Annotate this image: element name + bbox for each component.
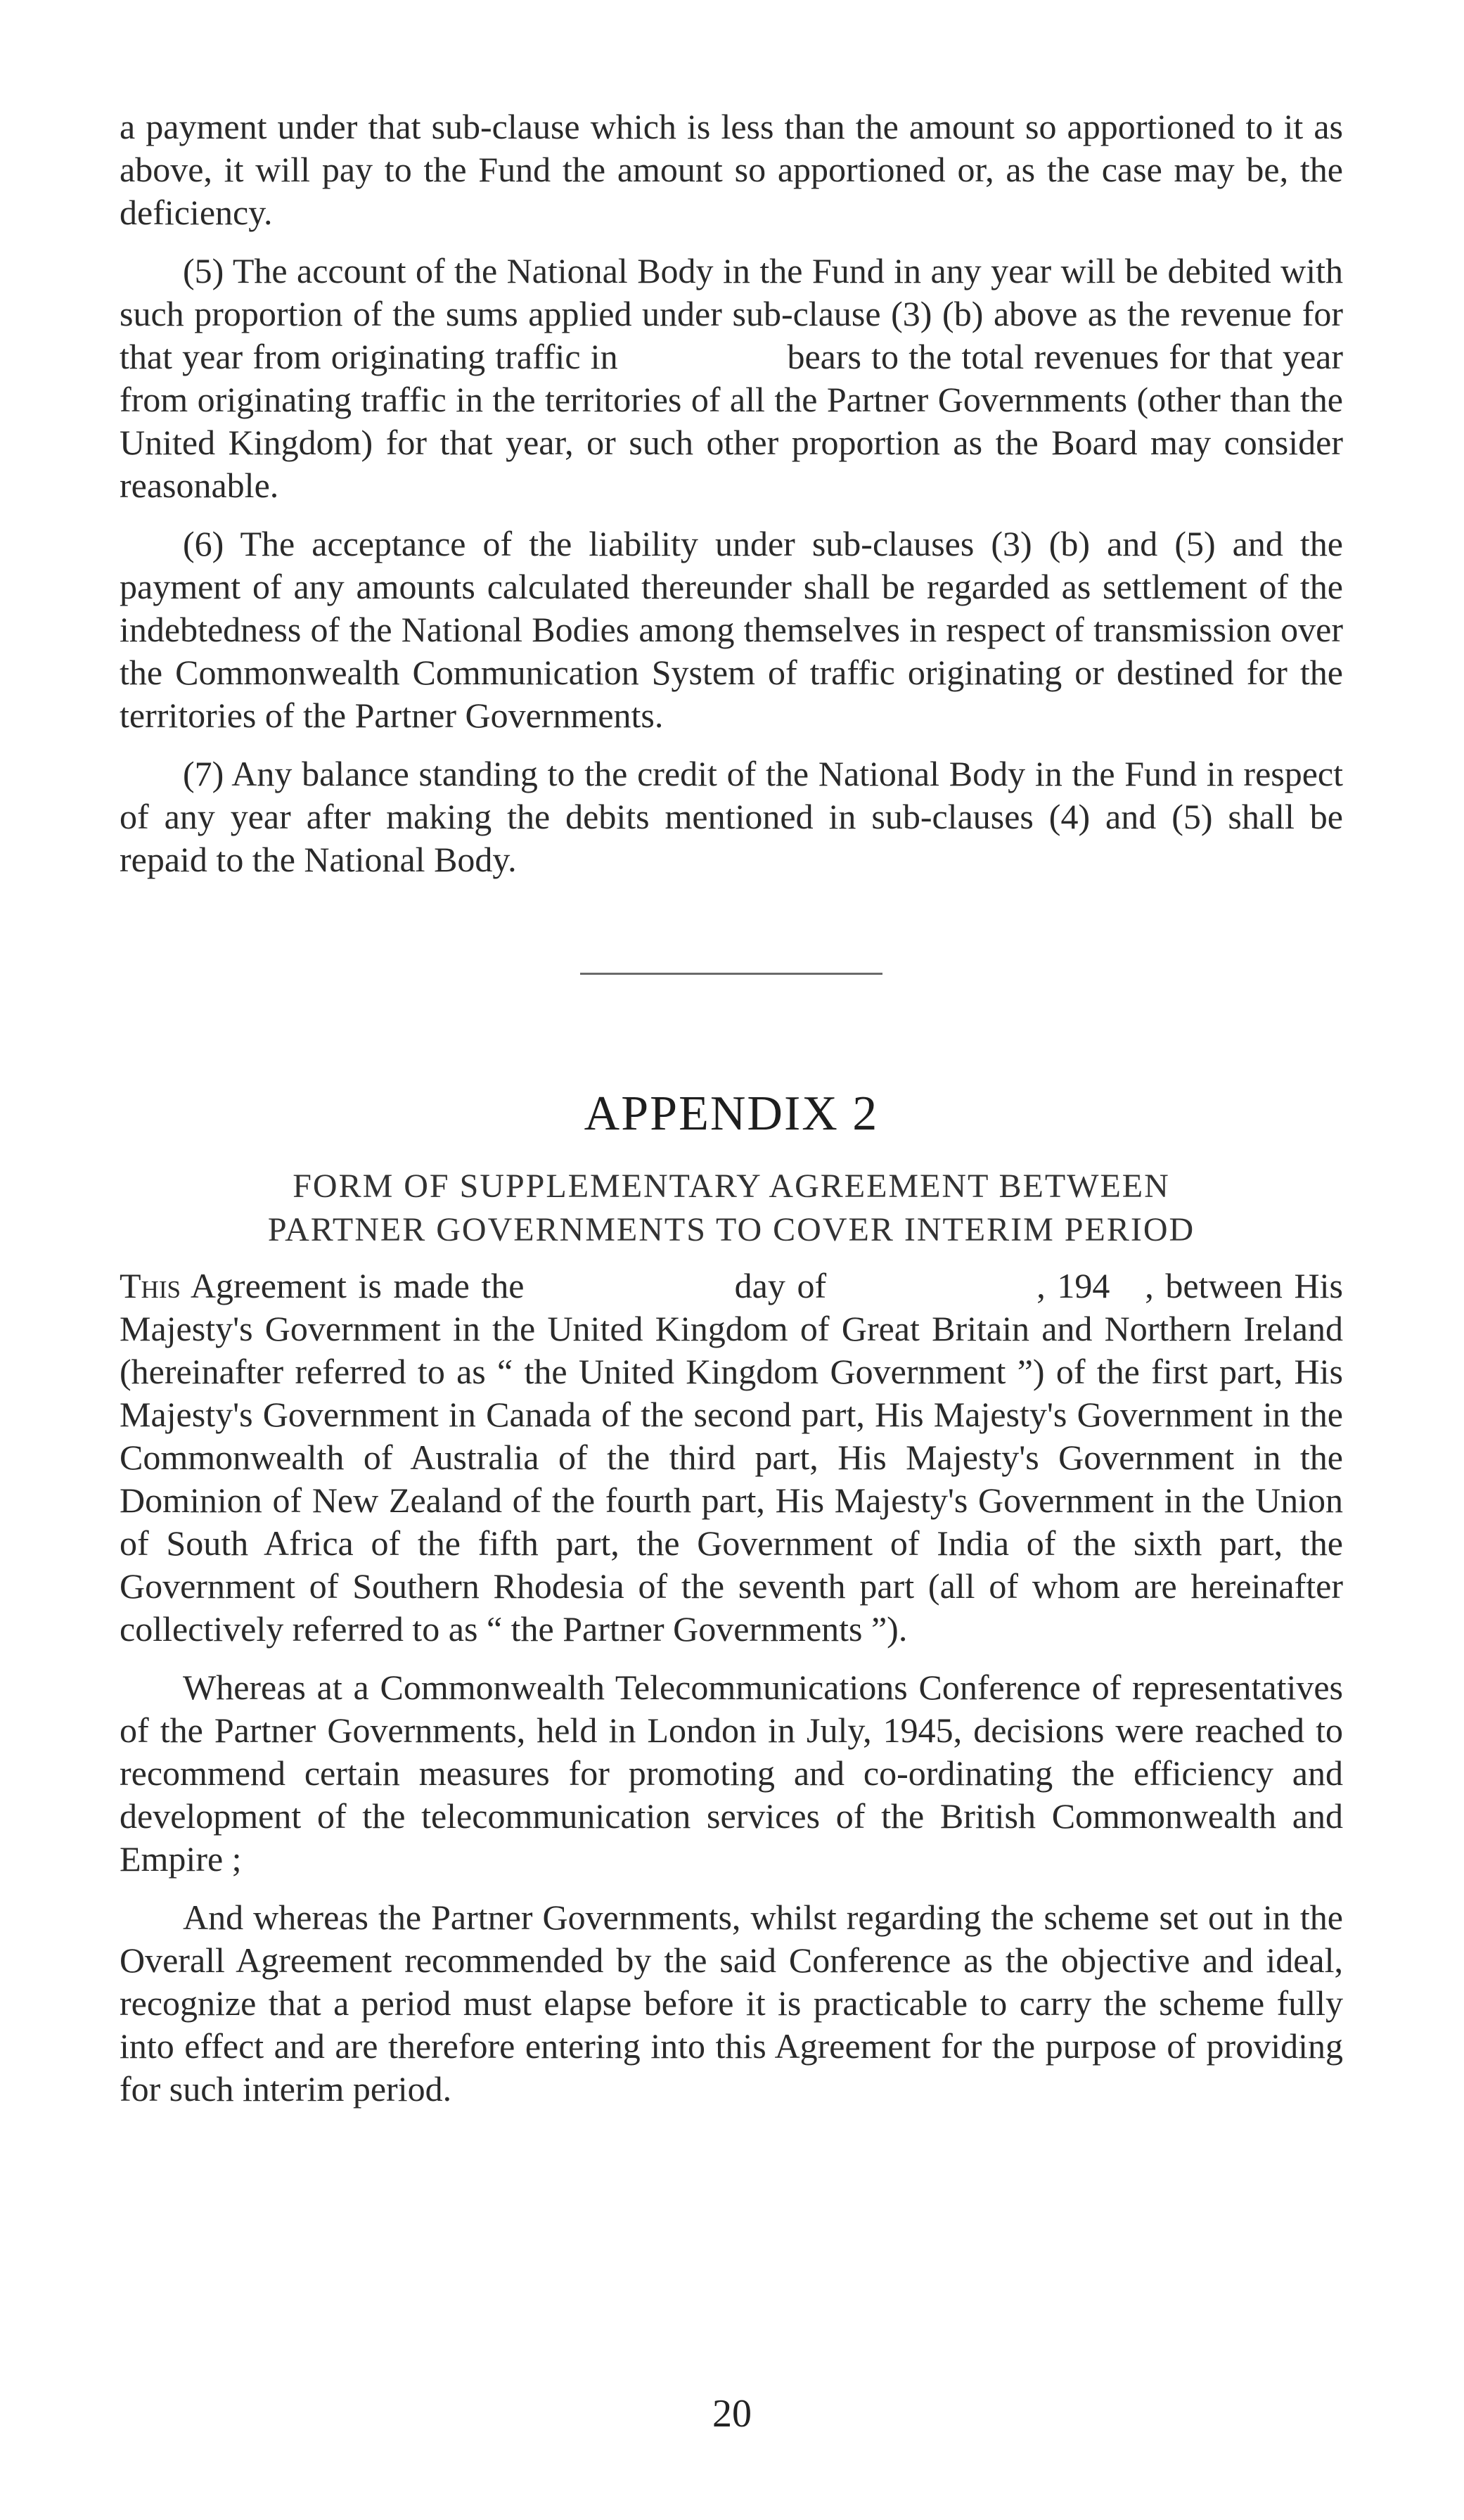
whereas-clause-2: And whereas the Partner Governments, whilst regarding the scheme set out in the Overall Agreement recommended by the said Conference as the objective and ideal, recognize that a period must elapse before it is practicable to carry the scheme fully into effect and are therefore entering into this Agreement for the purpose of providing for such interim period.: [120, 1898, 1343, 2109]
appendix-subtitle: [120, 1165, 1343, 1252]
document-page: [120, 105, 1352, 2111]
agreement-opening: [120, 1265, 1352, 1651]
clause-4-continuation: a payment under that sub-clause which is less than the amount so apportioned to it as above, it will pay to the Fund the amount so apportioned or, as the case may be, the deficiency.: [120, 107, 1343, 232]
section-divider: [580, 973, 882, 975]
appendix-subtitle-line-2: PARTNER GOVERNMENTS TO COVER INTERIM PERIOD: [267, 1211, 1195, 1248]
appendix-subtitle-line-1: FORM OF SUPPLEMENTARY AGREEMENT BETWEEN: [293, 1168, 1170, 1205]
whereas-clause-1: Whereas at a Commonwealth Telecommunications Conference of representatives of the Partner Governments, held in London in July, 1945, decisions were reached to recommend certain measures for promoting and co-ordinating the efficiency and development of the telecommunication services of the British Commonwealth and Empire ;: [120, 1668, 1343, 1879]
page-number: 20: [712, 2392, 752, 2436]
clause-5: (5) The account of the National Body in the Fund in any year will be debited with such proportion of the sums applied under sub-clause (3) (b) above as the revenue for that year from originating traffic in bears to the total revenues for that year from originating traffic in the territories of all the Partner Governments (other than the United Kingdom) for that year, or such other proportion as the Board may consider reasonable.: [120, 251, 1352, 505]
opening-first-word: This: [120, 1266, 181, 1305]
clause-7: (7) Any balance standing to the credit of the National Body in the Fund in respect of any year after making the debits mentioned in sub-clauses (4) and (5) shall be repaid to the National Body.: [120, 754, 1343, 879]
appendix-title: APPENDIX 2: [584, 1087, 879, 1141]
clause-6: (6) The acceptance of the liability under sub-clauses (3) (b) and (5) and the payment of any amounts calculated thereunder shall be regarded as settlement of the indebtedness of the National Bodies among themselves in respect of transmission over the Commonwealth Communication System of traffic originating or destined for the territories of the Partner Governments.: [120, 524, 1343, 735]
opening-text: Agreement is made the day of , 194 , between His Majesty's Government in the United Kingdom of Great Britain and Northern Ireland (hereinafter referred to as “ the United Kingdom Government ”) of the first part, His Majesty's Government in Canada of the second part, His Majesty's Government in the Commonwealth of Australia of the third part, His Majesty's Government in the Dominion of New Zealand of the fourth part, His Majesty's Government in the Union of South Africa of the fifth part, the Government of India of the sixth part, the Government of Southern Rhodesia of the seventh part (all of whom are hereinafter collectively referred to as “ the Partner Governments ”).: [120, 1266, 1352, 1649]
